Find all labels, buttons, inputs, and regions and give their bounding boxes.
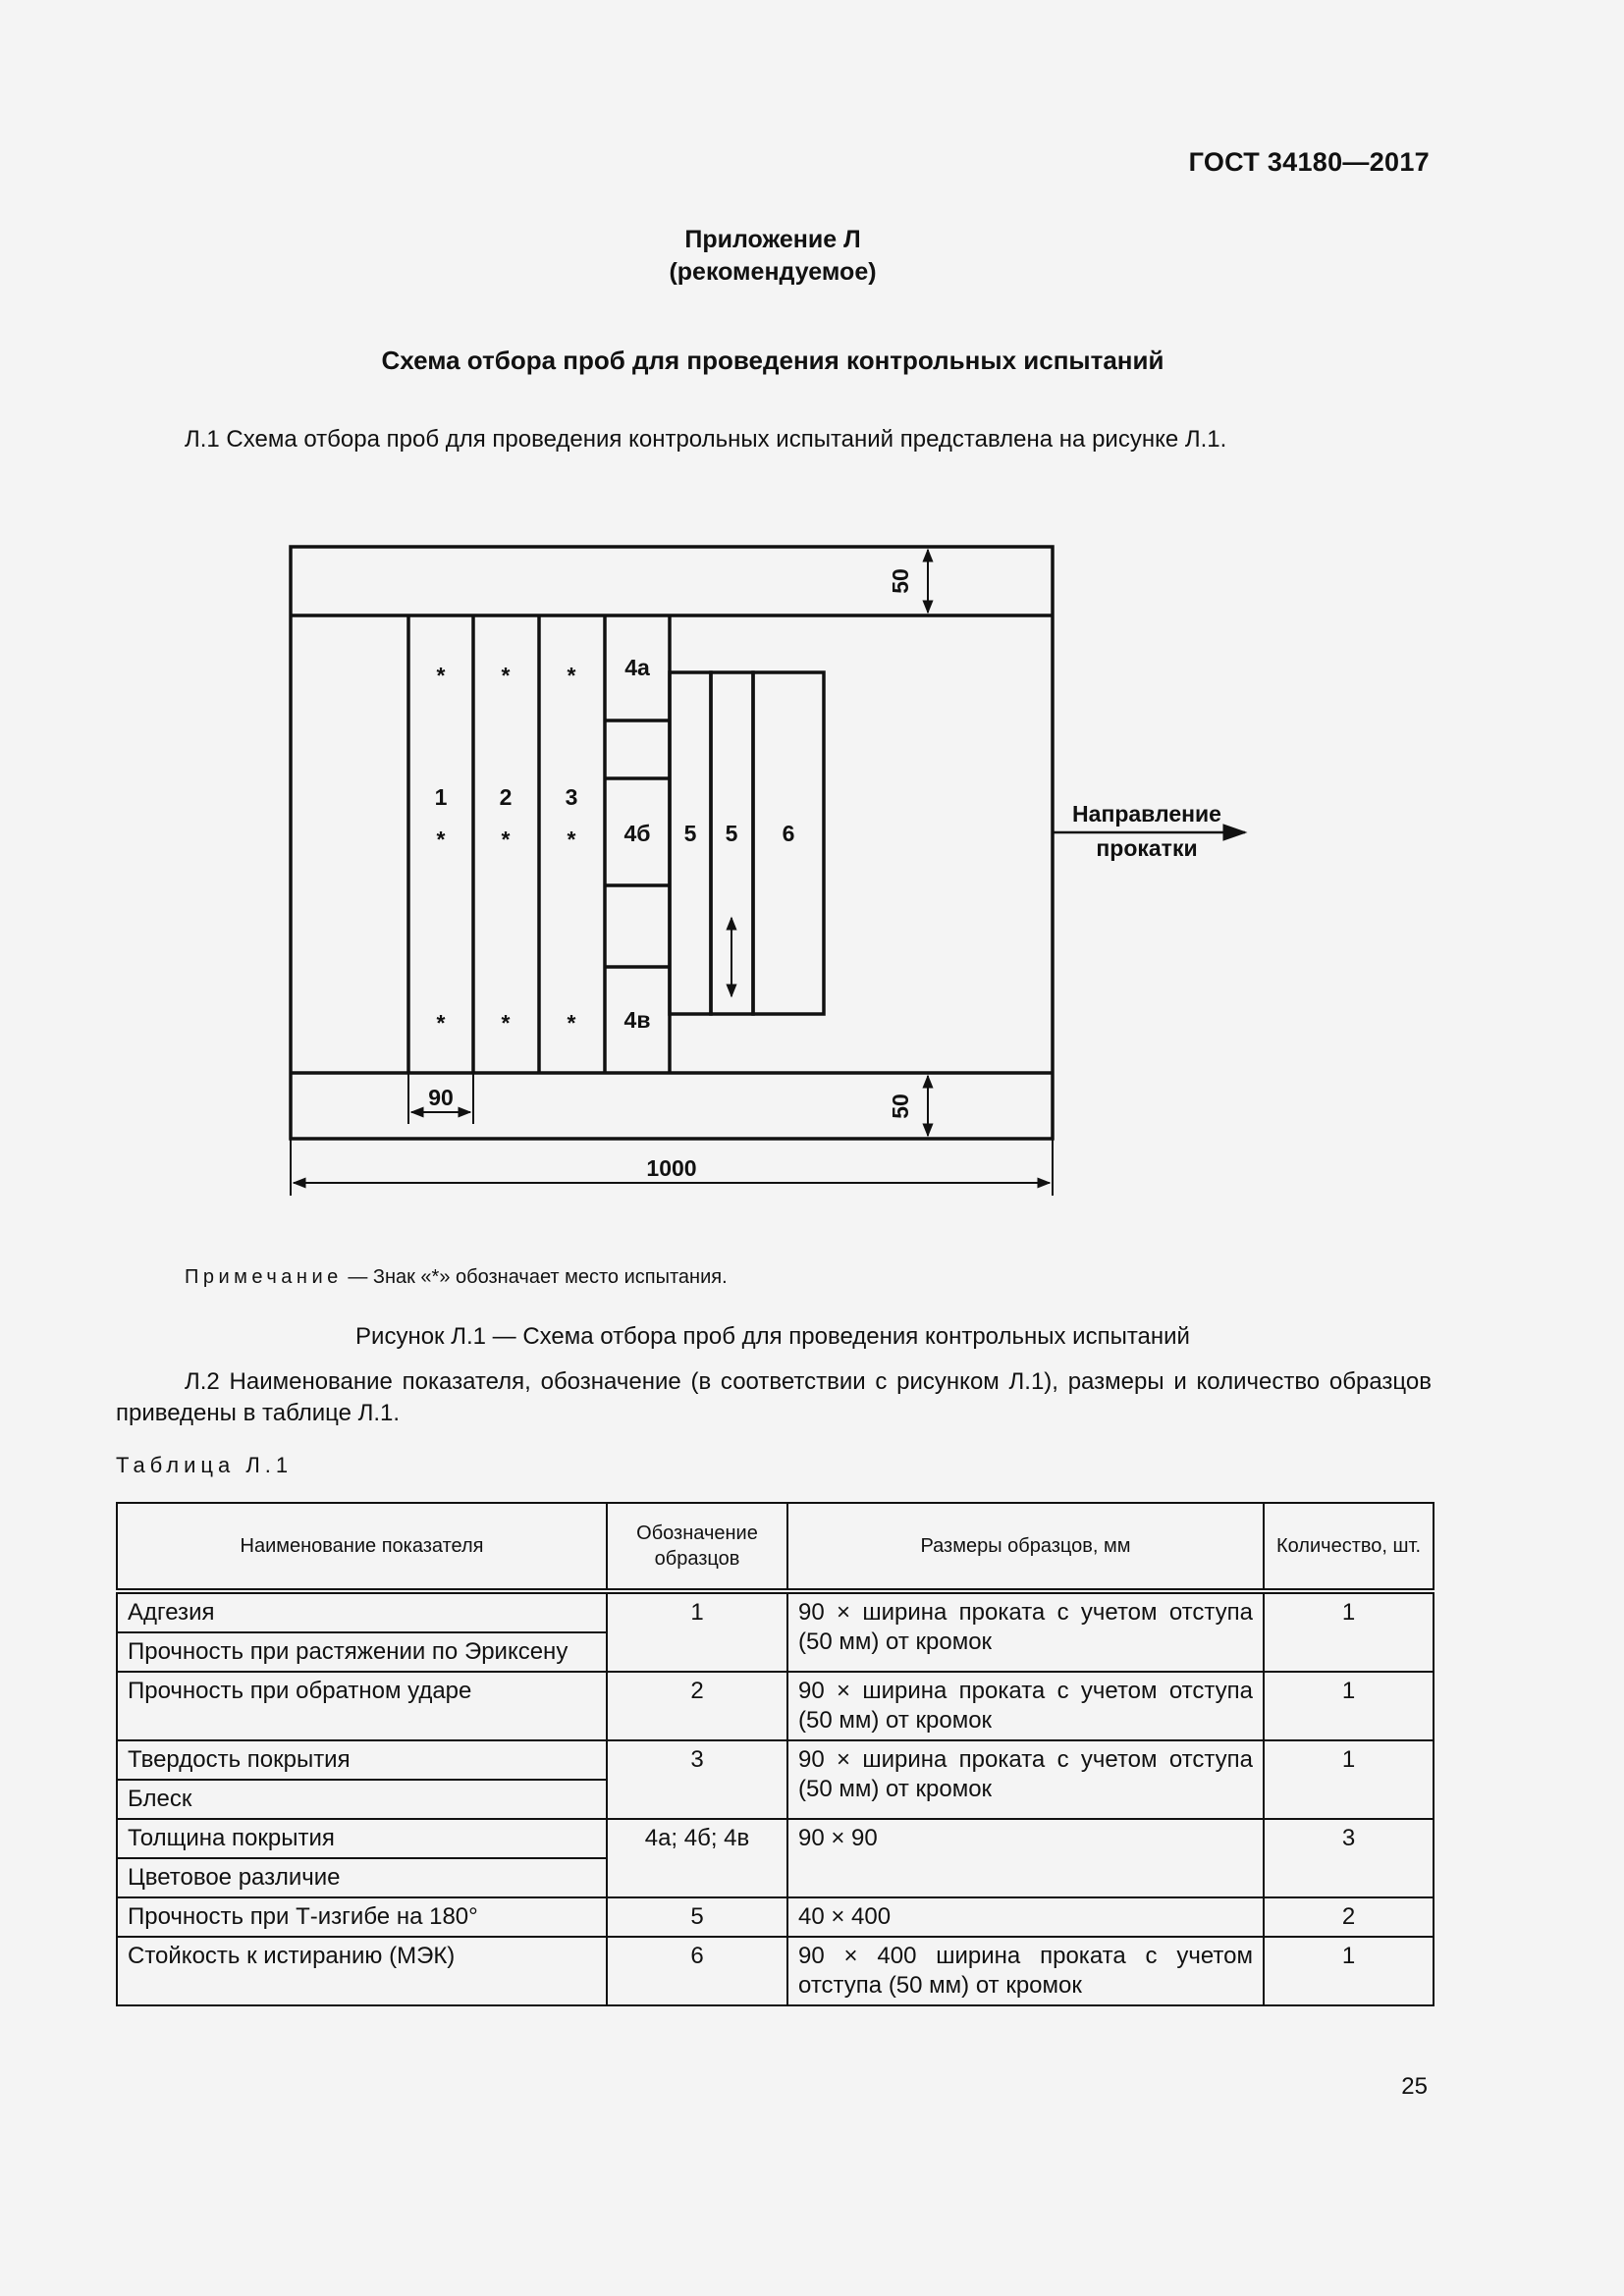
dim-top-label: 50 xyxy=(888,568,913,594)
strip-1-label: 1 xyxy=(434,784,448,810)
table-row xyxy=(117,1819,1434,1858)
quantity-cell: 1 xyxy=(1264,1740,1434,1819)
header-dimensions: Размеры образцов, мм xyxy=(787,1503,1264,1591)
quantity-cell: 1 xyxy=(1264,1591,1434,1672)
dim-bottom-label: 50 xyxy=(888,1094,913,1119)
star-mark: * xyxy=(501,1010,511,1036)
designation-cell: 6 xyxy=(607,1937,787,2005)
star-mark: * xyxy=(567,1010,576,1036)
samples-table xyxy=(116,1502,1435,2006)
table-row xyxy=(117,1897,1434,1937)
dim-width-label: 90 xyxy=(428,1085,454,1110)
indicator-cell: Твердость покрытия xyxy=(117,1740,607,1780)
indicator-cell: Блеск xyxy=(117,1780,607,1819)
table-row xyxy=(117,1672,1434,1740)
strip-3-label: 3 xyxy=(565,784,578,810)
indicator-cell: Цветовое различие xyxy=(117,1858,607,1897)
dimensions-cell: 90 × ширина проката с учетом отступа (50 мм) от кромок xyxy=(787,1672,1264,1740)
dimensions-cell: 90 × ширина проката с учетом отступа (50 мм) от кромок xyxy=(787,1740,1264,1819)
indicator-cell: Стойкость к истиранию (МЭК) xyxy=(117,1937,607,2005)
designation-cell: 5 xyxy=(607,1897,787,1937)
paragraph-2: Л.2 Наименование показателя, обозначение (в соответствии с рисунком Л.1), размеры и количество образцов приведены в таблице Л.1. xyxy=(116,1368,1432,1426)
indicator-cell: Прочность при Т-изгибе на 180° xyxy=(117,1897,607,1937)
table-row xyxy=(117,1740,1434,1780)
direction-label-2: прокатки xyxy=(1096,835,1198,861)
strip-5a-label: 5 xyxy=(683,821,697,846)
star-mark: * xyxy=(567,663,576,688)
note-prefix: Примечание xyxy=(185,1266,343,1288)
dim-total-label: 1000 xyxy=(646,1155,697,1181)
table-header-row xyxy=(117,1503,1434,1591)
star-mark: * xyxy=(567,827,576,852)
designation-cell: 1 xyxy=(607,1591,787,1672)
figure-caption: Рисунок Л.1 — Схема отбора проб для проведения контрольных испытаний xyxy=(355,1323,1190,1350)
page-number: 25 xyxy=(1401,2073,1428,2100)
header-designation: Обозначение образцов xyxy=(607,1503,787,1591)
strip-6-label: 6 xyxy=(782,821,795,846)
quantity-cell: 1 xyxy=(1264,1672,1434,1740)
indicator-cell: Прочность при обратном ударе xyxy=(117,1672,607,1740)
designation-cell: 4а; 4б; 4в xyxy=(607,1819,787,1897)
quantity-cell: 1 xyxy=(1264,1937,1434,2005)
indicator-cell: Адгезия xyxy=(117,1591,607,1632)
dimensions-cell: 90 × 90 xyxy=(787,1819,1264,1897)
table-row xyxy=(117,1591,1434,1632)
appendix-subtitle: (рекомендуемое) xyxy=(669,258,877,286)
table-row xyxy=(117,1937,1434,2005)
table-title: Таблица Л.1 xyxy=(116,1453,294,1477)
quantity-cell: 2 xyxy=(1264,1897,1434,1937)
direction-label-1: Направление xyxy=(1072,801,1221,827)
quantity-cell: 3 xyxy=(1264,1819,1434,1897)
strip-2-label: 2 xyxy=(499,784,513,810)
figure-note xyxy=(185,1266,728,1289)
designation-cell: 3 xyxy=(607,1740,787,1819)
note-text: — Знак «*» обозначает место испытания. xyxy=(342,1266,728,1288)
header-quantity: Количество, шт. xyxy=(1264,1503,1434,1591)
star-mark: * xyxy=(436,663,446,688)
strip-5b-label: 5 xyxy=(725,821,738,846)
star-mark: * xyxy=(436,1010,446,1036)
standard-number: ГОСТ 34180—2017 xyxy=(1188,147,1430,177)
sheet-outline xyxy=(291,547,1053,1139)
designation-cell: 2 xyxy=(607,1672,787,1740)
section-title: Схема отбора проб для проведения контрольных испытаний xyxy=(381,346,1164,375)
star-mark: * xyxy=(501,663,511,688)
indicator-cell: Толщина покрытия xyxy=(117,1819,607,1858)
paragraph-1: Л.1 Схема отбора проб для проведения контрольных испытаний представлена на рисунке Л.1. xyxy=(185,426,1227,453)
cell-4c-label: 4в xyxy=(623,1007,651,1033)
dimensions-cell: 40 × 400 xyxy=(787,1897,1264,1937)
dimensions-cell: 90 × ширина проката с учетом отступа (50 мм) от кромок xyxy=(787,1591,1264,1672)
dimensions-cell: 90 × 400 ширина проката с учетом отступа (50 мм) от кромок xyxy=(787,1937,1264,2005)
cell-4a-label: 4а xyxy=(624,655,650,680)
appendix-title: Приложение Л xyxy=(684,226,861,253)
star-mark: * xyxy=(436,827,446,852)
cell-4b-label: 4б xyxy=(623,821,651,846)
star-mark: * xyxy=(501,827,511,852)
header-indicator: Наименование показателя xyxy=(117,1503,607,1591)
indicator-cell: Прочность при растяжении по Эриксену xyxy=(117,1632,607,1672)
